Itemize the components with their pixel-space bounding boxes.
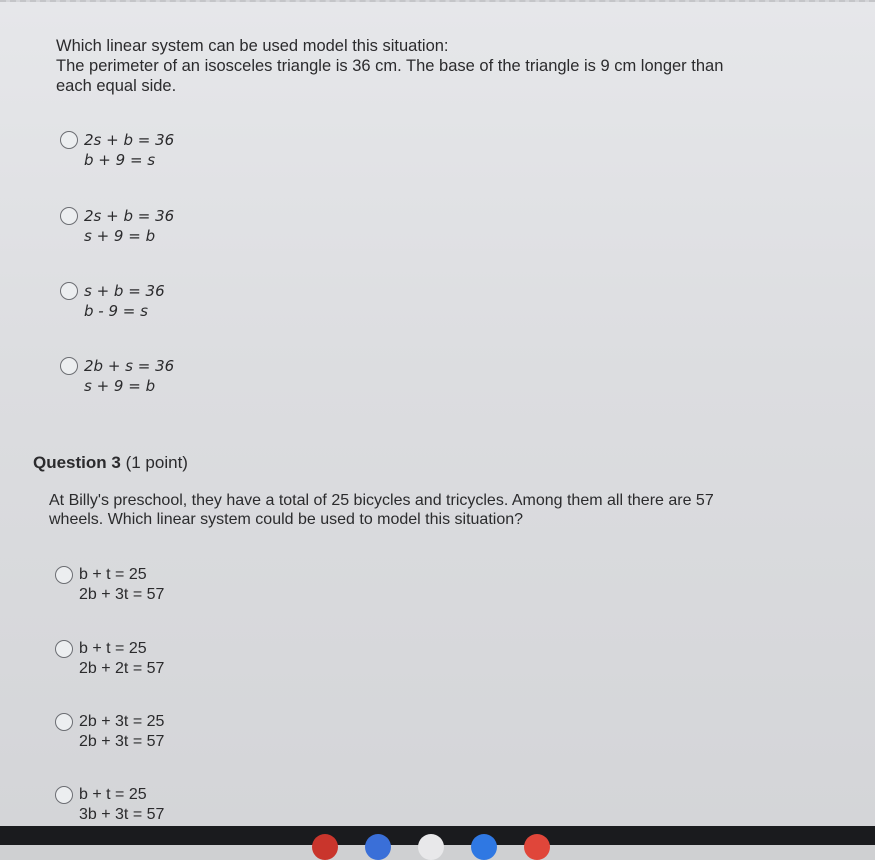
radio-button[interactable] [60,282,78,300]
equation-2: s + 9 = b [84,227,156,245]
question-2-line-2: The perimeter of an isosceles triangle is 36 cm. The base of the triangle is 9 cm longer than [56,57,724,75]
question-3-line-2: wheels. Which linear system could be used to model this situation? [49,511,524,528]
radio-button[interactable] [55,713,73,731]
taskbar [0,826,875,845]
q3-option-1[interactable] [55,565,164,605]
question-title: Question 3 [33,453,121,472]
equation-1: 2b + 3t = 25 [79,713,165,730]
gmail-icon[interactable] [524,834,550,860]
equation-1: b + t = 25 [79,566,147,583]
radio-button[interactable] [55,566,73,584]
files-icon[interactable] [471,834,497,860]
chrome-icon[interactable] [312,834,338,860]
q2-option-2[interactable] [60,206,174,246]
q3-option-4[interactable] [55,785,164,825]
equation-2: 2b + 2t = 57 [79,660,165,677]
equation-1: 2s + b = 36 [84,207,175,225]
equation-1: b + t = 25 [79,786,147,803]
equation-2: 2b + 3t = 57 [79,586,165,603]
equation-1: b + t = 25 [79,640,147,657]
question-2-line-3: each equal side. [56,77,177,95]
q2-option-3[interactable] [60,281,165,321]
equation-2: s + 9 = b [84,377,156,395]
equation-2: b + 9 = s [84,151,156,169]
q3-option-2[interactable] [55,639,164,679]
radio-button[interactable] [55,786,73,804]
q2-option-4[interactable] [60,356,174,396]
question-3-header [33,453,188,473]
equation-2: 3b + 3t = 57 [79,806,165,823]
equation-2: b - 9 = s [84,302,148,320]
question-2-prompt [56,36,836,96]
app-icon[interactable] [418,834,444,860]
q2-option-1[interactable] [60,130,174,170]
docs-icon[interactable] [365,834,391,860]
equation-2: 2b + 3t = 57 [79,733,165,750]
question-2-line-1: Which linear system can be used model this situation: [56,37,449,55]
equation-1: 2b + s = 36 [84,357,175,375]
radio-button[interactable] [55,640,73,658]
question-3-line-1: At Billy's preschool, they have a total of 25 bicycles and tricycles. Among them all there are 57 [49,492,714,509]
question-3-prompt [49,491,839,529]
question-points: (1 point) [125,453,188,472]
equation-1: s + b = 36 [84,282,165,300]
radio-button[interactable] [60,207,78,225]
q3-option-3[interactable] [55,712,164,752]
radio-button[interactable] [60,357,78,375]
equation-1: 2s + b = 36 [84,131,175,149]
radio-button[interactable] [60,131,78,149]
